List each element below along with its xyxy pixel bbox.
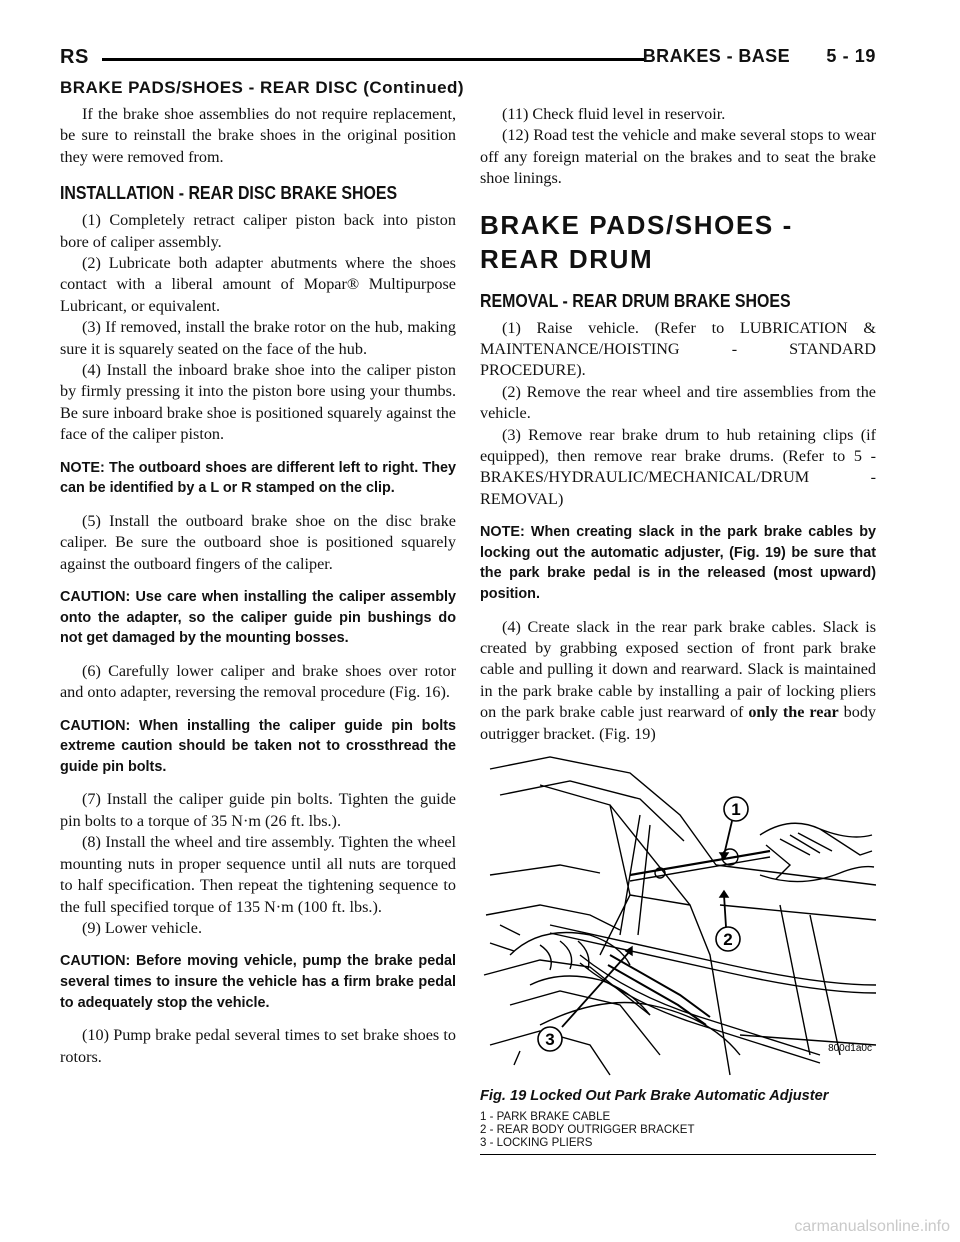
removal-step-4-emphasis: only the rear bbox=[748, 703, 839, 722]
note-park-brake-pedal: NOTE: When creating slack in the park brake cables by locking out the automatic adjuster, (Fig. 19) be sure that the park brake pedal is in the released (most upward) position. bbox=[480, 524, 876, 603]
step-5: (5) Install the outboard brake shoe on the disc brake caliper. Be sure the outboard shoe is positioned squarely against the outboard fingers of the caliper. bbox=[60, 511, 456, 573]
header-model-code: RS bbox=[60, 46, 89, 68]
page-header bbox=[60, 46, 876, 74]
header-page-number: 5 - 19 bbox=[826, 46, 876, 66]
intro-paragraph: If the brake shoe assemblies do not require replacement, be sure to reinstall the brake shoes in the original position they were removed from. bbox=[60, 105, 456, 166]
svg-text:3: 3 bbox=[545, 1030, 555, 1050]
figure-code: 800d1a0c bbox=[828, 1043, 872, 1055]
legend-item: 1 - PARK BRAKE CABLE bbox=[480, 1111, 611, 1124]
park-brake-adjuster-drawing bbox=[480, 755, 876, 1085]
removal-step-4-text-end: body outrigger bracket. (Fig. 19) bbox=[480, 703, 876, 743]
removal-step-2: (2) Remove the rear wheel and tire assemblies from the vehicle. bbox=[480, 382, 876, 423]
step-4: (4) Install the inboard brake shoe into the caliper piston by firmly pressing it into the piston bore using your thumbs. Be sure inboard brake shoe is positioned squarely against the face of the caliper piston. bbox=[60, 361, 456, 444]
callout-2 bbox=[716, 927, 740, 951]
step-10: (10) Pump brake pedal several times to set brake shoes to rotors. bbox=[60, 1026, 456, 1066]
step-6: (6) Carefully lower caliper and brake shoes over rotor and onto adapter, reversing the removal procedure (Fig. 16). bbox=[60, 661, 456, 702]
installation-heading: INSTALLATION - REAR DISC BRAKE SHOES bbox=[60, 182, 398, 204]
removal-step-4 bbox=[480, 617, 876, 745]
svg-text:2: 2 bbox=[723, 930, 733, 950]
figure-legend bbox=[480, 1111, 876, 1150]
svg-text:1: 1 bbox=[731, 800, 741, 820]
left-column bbox=[60, 104, 456, 1068]
step-8: (8) Install the wheel and tire assembly. Tighten the wheel mounting nuts in proper sequence until all nuts are torqued to half specification. Then repeat the tightening sequence to the full specified torque of 135 N·m (100 ft. lbs.). bbox=[60, 833, 456, 916]
callout-3 bbox=[538, 1027, 562, 1051]
step-3: (3) If removed, install the brake rotor on the hub, making sure it is squarely seated on the face of the hub. bbox=[60, 318, 456, 358]
right-column bbox=[480, 104, 876, 1155]
note-outboard-shoes: NOTE: The outboard shoes are different left to right. They can be identified by a L or R stamped on the clip. bbox=[60, 459, 456, 497]
continued-heading: BRAKE PADS/SHOES - REAR DISC (Continued) bbox=[60, 78, 465, 97]
removal-step-1: (1) Raise vehicle. (Refer to LUBRICATION & MAINTENANCE/HOISTING - STANDARD PROCEDURE). bbox=[480, 318, 876, 380]
callout-1 bbox=[724, 797, 748, 821]
step-12: (12) Road test the vehicle and make several stops to wear off any foreign material on the brakes and to seat the brake shoe linings. bbox=[480, 126, 876, 188]
legend-rule bbox=[480, 1154, 876, 1155]
removal-heading: REMOVAL - REAR DRUM BRAKE SHOES bbox=[480, 289, 791, 311]
removal-step-3: (3) Remove rear brake drum to hub retaining clips (if equipped), then remove rear brake drums. (Refer to 5 - BRAKES/HYDRAULIC/MECHANICAL/DRUM - REMOVAL) bbox=[480, 425, 876, 508]
step-7: (7) Install the caliper guide pin bolts. Tighten the guide pin bolts to a torque of 35 N·m (26 ft. lbs.). bbox=[60, 790, 456, 830]
step-2: (2) Lubricate both adapter abutments where the shoes contact with a liberal amount of Mopar® Multipurpose Lubricant, or equivalent. bbox=[60, 254, 456, 315]
step-9: (9) Lower vehicle. bbox=[82, 918, 202, 937]
watermark: carmanualsonline.info bbox=[794, 1218, 950, 1235]
step-11: (11) Check fluid level in reservoir. bbox=[502, 105, 726, 123]
step-1: (1) Completely retract caliper piston back into piston bore of caliper assembly. bbox=[60, 211, 456, 251]
header-section-title: BRAKES - BASE bbox=[642, 46, 790, 66]
rear-drum-heading: BRAKE PADS/SHOES - REAR DRUM bbox=[480, 209, 793, 274]
removal-step-4-text: (4) Create slack in the rear park brake cables. Slack is created by grabbing exposed section of front park brake cable and pulling it down and rearward. Slack is maintained in the park brake cable by installing a pair of locking pliers on the park brake cable just rearward of bbox=[480, 617, 876, 722]
caution-pump-pedal: CAUTION: Before moving vehicle, pump the brake pedal several times to insure the vehicle has a firm brake pedal to adequately stop the vehicle. bbox=[60, 953, 456, 1011]
figure-caption: Fig. 19 Locked Out Park Brake Automatic Adjuster bbox=[480, 1088, 829, 1105]
legend-item: 3 - LOCKING PLIERS bbox=[480, 1137, 593, 1150]
header-rule bbox=[102, 58, 644, 61]
legend-item: 2 - REAR BODY OUTRIGGER BRACKET bbox=[480, 1124, 695, 1137]
figure-19-illustration bbox=[480, 755, 876, 1085]
caution-guide-pin-bolts: CAUTION: When installing the caliper guide pin bolts extreme caution should be taken not to crossthread the guide pin bolts. bbox=[60, 717, 456, 775]
caution-caliper-assembly: CAUTION: Use care when installing the caliper assembly onto the adapter, so the caliper guide pin bushings do not get damaged by the mounting bosses. bbox=[60, 589, 456, 647]
